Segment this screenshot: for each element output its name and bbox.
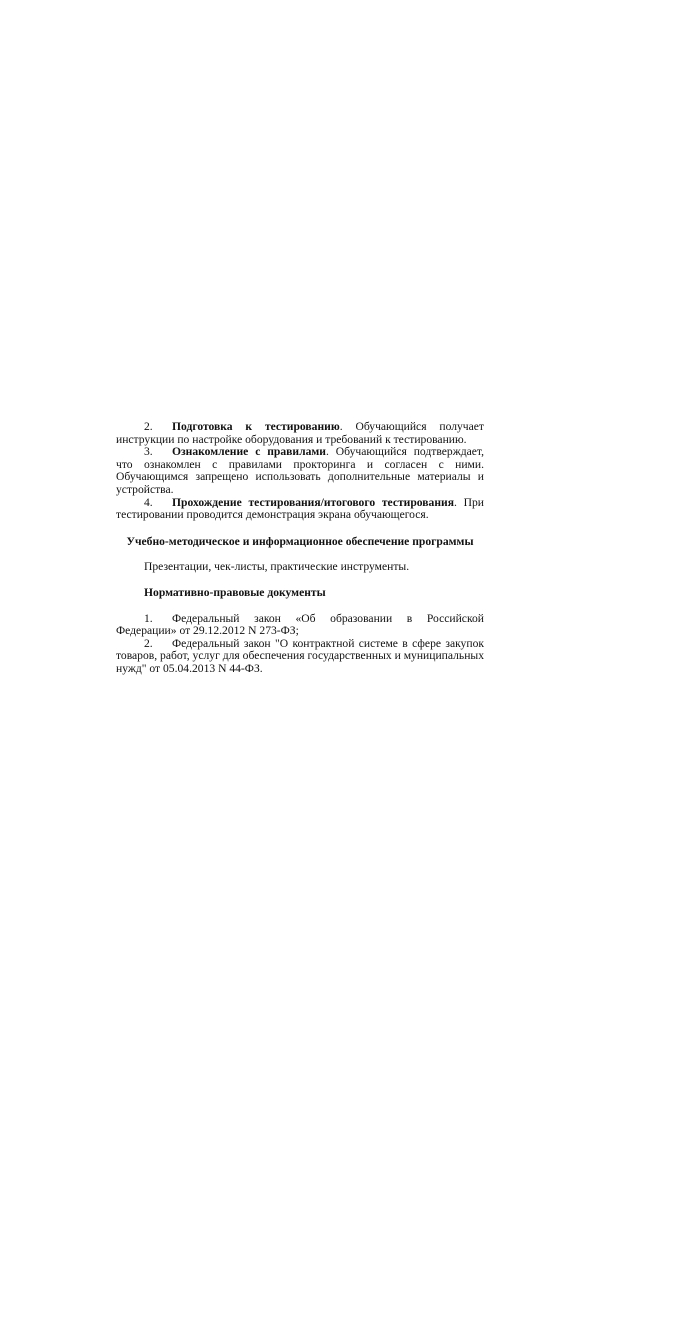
- legal-heading: Нормативно-правовые документы: [144, 585, 326, 599]
- step-number: 4.: [144, 495, 153, 509]
- legal-item-2: [116, 638, 484, 676]
- step-title: Ознакомление с правилами: [172, 445, 326, 459]
- step-text: . При тестировании проводится демонстрация экрана обучающегося.: [116, 495, 484, 522]
- legal-item-number: 2.: [144, 636, 153, 650]
- step-number: 3.: [144, 445, 153, 459]
- legal-item-number: 1.: [144, 611, 153, 625]
- step-title: Прохождение тестирования/итогового тестирования: [172, 495, 454, 509]
- testing-step-2: [116, 421, 484, 446]
- testing-step-3: [116, 446, 484, 496]
- step-title: Подготовка к тестированию: [172, 420, 340, 433]
- testing-step-4: [116, 497, 484, 522]
- methodical-heading: Учебно-методическое и информационное обеспечение программы: [126, 534, 474, 548]
- step-number: 2.: [144, 420, 153, 433]
- legal-item-1: [116, 613, 484, 638]
- methodical-text: Презентации, чек-листы, практические инструменты.: [144, 560, 410, 574]
- legal-item-text: Федеральный закон "О контрактной системе в сфере закупок товаров, работ, услуг для обеспечения государственных и муниципальных нужд" от 05.04.2013 N 44-ФЗ.: [116, 636, 484, 675]
- document-page: [116, 421, 484, 676]
- step-text: . Обучающийся подтверждает, что ознакомлен с правилами прокторинга и согласен с ними. Обучающимся запрещено использовать дополнительные материалы и устройства.: [116, 445, 484, 496]
- legal-item-text: Федеральный закон «Об образовании в Российской Федерации» от 29.12.2012 N 273-ФЗ;: [116, 611, 484, 638]
- step-text: . Обучающийся получает инструкции по настройке оборудования и требований к тестированию.: [116, 420, 484, 446]
